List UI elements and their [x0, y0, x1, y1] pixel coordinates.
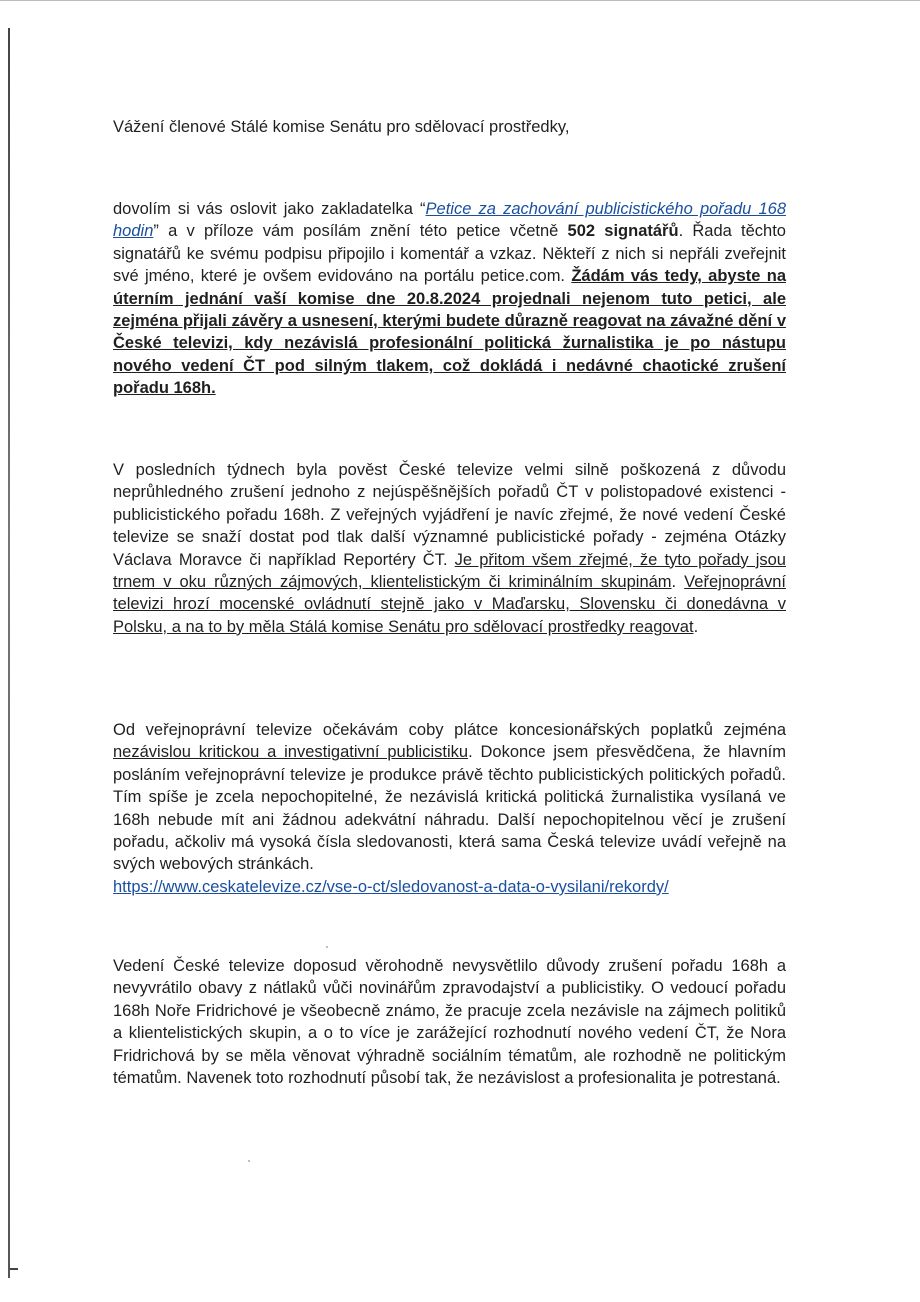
paragraph-petition	[113, 198, 786, 400]
text: .	[671, 573, 685, 592]
paragraph-expectations	[113, 719, 786, 898]
text: .	[693, 617, 699, 636]
ratings-link[interactable]: https://www.ceskatelevize.cz/vse-o-ct/sledovanost-a-data-o-vysilani/rekordy/	[113, 877, 669, 896]
scan-speck	[248, 1160, 250, 1162]
scan-left-edge	[8, 28, 10, 1278]
scan-corner-mark	[10, 1268, 18, 1270]
paragraph-reputation	[113, 459, 786, 638]
underlined-statement: Je přitom všem zřejmé, že tyto pořady jsou trnem v oku různých zájmových, klientelistickým či kriminálním skupinám	[113, 550, 786, 592]
text: . Dokonce jsem přesvědčena, že hlavním posláním veřejnoprávní televize je produkce právě těchto publicistických politických pořadů. Tím spíše je zcela nepochopitelné, že nezávislá kritická politická žurnalistika vysílaná ve 168h nebude mít ani žádnou adekvátní náhradu. Další nepochopitelnou věcí je zrušení pořadu, ačkoliv má vysoká čísla sledovanosti, která sama Česká televize uvádí veřejně na svých webových stránkách.	[113, 743, 787, 874]
underlined-statement: Veřejnoprávní televizi hrozí mocenské ovládnutí stejně jako v Maďarsku, Slovensku či donedávna v Polsku, a na to by měla Stálá komise Senátu pro sdělovací prostředky reagovat	[113, 573, 786, 636]
text: ” a v příloze vám posílám znění této petice včetně	[153, 222, 568, 241]
text: dovolím si vás oslovit jako zakladatelka “	[113, 200, 426, 218]
petition-link[interactable]: Petice za zachování publicistického pořadu 168 hodin	[113, 200, 786, 241]
request-statement: Žádám vás tedy, abyste na úterním jednání vaší komise dne 20.8.2024 projednali nejenom tuto petici, ale zejména přijali závěry a usnesení, kterými budete důrazně reagovat na závažné dění v České televizi, kdy nezávislá profesionální politická žurnalistika je po nástupu nového vedení ČT pod silným tlakem, což dokládá i nedávné chaotické zrušení pořadu 168h.	[113, 267, 786, 398]
text: . Řada těchto signatářů ke svému podpisu připojilo i komentář a vzkaz. Někteří z nich si nepřáli zveřejnit své jméno, které je ovšem evidováno na portálu petice.com.	[113, 222, 786, 286]
scan-top-edge	[0, 0, 920, 1]
text: Vedení České televize doposud věrohodně nevysvětlilo důvody zrušení pořadu 168h a nevyvrátilo obavy z nátlaků vůči novinářům zpravodajství a publicistiky. O vedoucí pořadu 168h Noře Fridrichové je všeobecně známo, že pracuje zcela nezávisle na zájmech politiků a klientelistických skupin, a o to více je zarážející rozhodnutí nového vedení ČT, že Nora Fridrichová by se měla věnovat výhradně sociálním tématům, ale rozhodně ne politickým tématům. Navenek toto rozhodnutí působí tak, že nezávislost a profesionalita je potrestaná.	[113, 957, 786, 1088]
text: V posledních týdnech byla pověst České televize velmi silně poškozená z důvodu neprůhledného zrušení jednoho z nejúspěšnějších pořadů ČT v polistopadové existenci - publicistického pořadu 168h. Z veřejných vyjádření je navíc zřejmé, že nové vedení České televize se snaží dostat pod tlak další významné publicistické pořady - zejména Otázky Václava Moravce či například Reportéry ČT.	[113, 461, 786, 569]
paragraph-management	[113, 955, 786, 1089]
text: Od veřejnoprávní televize očekávám coby plátce koncesionářských poplatků zejména	[113, 721, 786, 739]
letter-greeting: Vážení členové Stálé komise Senátu pro sdělovací prostředky,	[113, 118, 570, 136]
underlined-statement: nezávislou kritickou a investigativní publicistiku	[113, 743, 469, 762]
scan-speck	[326, 946, 328, 948]
signature-count: 502 signatářů	[567, 222, 679, 241]
